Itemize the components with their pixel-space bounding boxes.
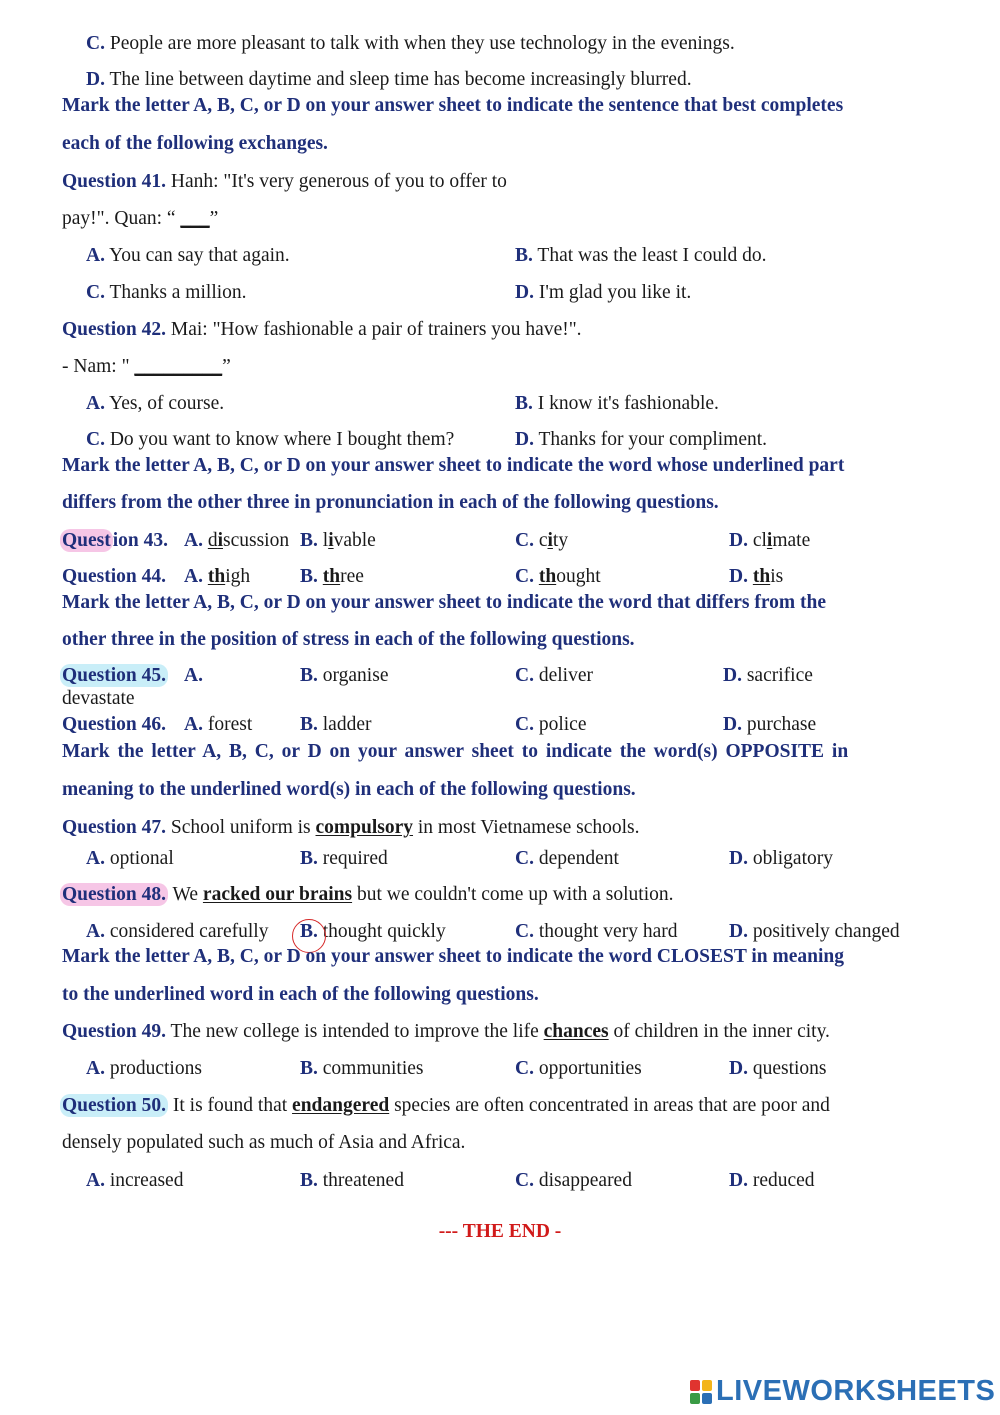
question-42: Question 42. Mai: "How fashionable a pair of trainers you have!". [62, 319, 582, 340]
question-46: Question 46. [62, 714, 167, 735]
q42-option-d[interactable]: D. Thanks for your compliment. [515, 429, 768, 450]
q48-option-c[interactable]: C. thought very hard [515, 921, 678, 942]
q45-option-d[interactable]: D. sacrifice [723, 665, 813, 686]
highlight: Question 45. [62, 665, 167, 686]
logo-tile [690, 1393, 700, 1404]
question-49: Question 49. The new college is intended to improve the life chances of children in the inner city. [62, 1021, 830, 1042]
brand-name: LIVEWORKSHEETS [716, 1375, 996, 1407]
q46-option-d[interactable]: D. purchase [723, 714, 817, 735]
question-41: Question 41. Hanh: "It's very generous of you to offer to [62, 171, 507, 192]
prev-option-d: D. The line between daytime and sleep time has become increasingly blurred. [86, 69, 692, 90]
q48-option-a[interactable]: A. considered carefully [86, 921, 269, 942]
logo-tile [690, 1380, 700, 1391]
section-instruction-pronunciation-2: differs from the other three in pronunciation in each of the following questions. [62, 492, 719, 513]
question-47: Question 47. School uniform is compulsory in most Vietnamese schools. [62, 817, 640, 838]
q44-option-c[interactable]: C. thought [515, 566, 601, 587]
q50-option-b[interactable]: B. threatened [300, 1170, 404, 1191]
q44-option-a[interactable]: A. thigh [184, 566, 251, 587]
q45-option-c[interactable]: C. deliver [515, 665, 593, 686]
section-instruction-closest-2: to the underlined word in each of the following questions. [62, 984, 539, 1005]
liveworksheets-logo[interactable] [690, 1375, 995, 1408]
q46-option-b[interactable]: B. ladder [300, 714, 372, 735]
section-instruction-closest: Mark the letter A, B, C, or D on your answer sheet to indicate the word CLOSEST in meaning [62, 946, 844, 967]
question-48: Question 48. We racked our brains but we couldn't come up with a solution. [62, 884, 674, 905]
q47-option-a[interactable]: A. optional [86, 848, 174, 869]
q43-option-a[interactable]: A. discussion [184, 530, 290, 551]
q46-option-c[interactable]: C. police [515, 714, 587, 735]
q47-option-b[interactable]: B. required [300, 848, 388, 869]
q50-option-c[interactable]: C. disappeared [515, 1170, 632, 1191]
q43-option-d[interactable]: D. climate [729, 530, 811, 551]
question-50: Question 50. It is found that endangered species are often concentrated in areas that are poor and [62, 1095, 830, 1116]
section-instruction-pronunciation: Mark the letter A, B, C, or D on your answer sheet to indicate the word whose underlined part [62, 455, 845, 476]
q41-option-d[interactable]: D. I'm glad you like it. [515, 282, 692, 303]
q45-option-b[interactable]: B. organise [300, 665, 389, 686]
q42-option-b[interactable]: B. I know it's fashionable. [515, 393, 719, 414]
q49-option-b[interactable]: B. communities [300, 1058, 424, 1079]
q49-option-a[interactable]: A. productions [86, 1058, 202, 1079]
answer-blank[interactable]: ___ [180, 208, 210, 229]
q47-option-c[interactable]: C. dependent [515, 848, 619, 869]
highlight: Quest [62, 530, 111, 551]
q48-option-d[interactable]: D. positively changed [729, 921, 900, 942]
section-instruction-exchanges: Mark the letter A, B, C, or D on your answer sheet to indicate the sentence that best completes [62, 95, 844, 116]
question-43: Quest ion 43. [62, 530, 169, 551]
q46-option-a[interactable]: A. forest [184, 714, 253, 735]
q41-option-a[interactable]: A. You can say that again. [86, 245, 290, 266]
the-end-label: --- THE END - [438, 1221, 562, 1242]
question-41-line2: pay!". Quan: “ ___” [62, 208, 219, 229]
section-instruction-opposite-2: meaning to the underlined word(s) in each of the following questions. [62, 779, 636, 800]
q43-option-c[interactable]: C. city [515, 530, 569, 551]
prev-option-c: C. People are more pleasant to talk with when they use technology in the evenings. [86, 33, 735, 54]
q44-option-b[interactable]: B. three [300, 566, 364, 587]
question-50-line2: densely populated such as much of Asia and Africa. [62, 1132, 466, 1153]
answer-blank[interactable]: _________ [134, 356, 223, 377]
highlight: Question 50. [62, 1095, 167, 1116]
question-42-line2: - Nam: " _________” [62, 356, 231, 377]
q41-option-c[interactable]: C. Thanks a million. [86, 282, 247, 303]
section-instruction-opposite: Mark the letter A, B, C, or D on your answer sheet to indicate the word(s) OPPOSITE in [62, 741, 849, 762]
q43-option-b[interactable]: B. livable [300, 530, 376, 551]
q48-option-b[interactable]: B. thought quickly [300, 921, 446, 942]
section-instruction-exchanges-2: each of the following exchanges. [62, 133, 328, 154]
section-instruction-stress: Mark the letter A, B, C, or D on your answer sheet to indicate the word that differs from the [62, 592, 827, 613]
logo-tile [702, 1380, 712, 1391]
q47-option-d[interactable]: D. obligatory [729, 848, 833, 869]
q49-option-c[interactable]: C. opportunities [515, 1058, 642, 1079]
q45-option-a-text[interactable]: devastate [62, 688, 135, 709]
question-44: Question 44. [62, 566, 167, 587]
q49-option-d[interactable]: D. questions [729, 1058, 827, 1079]
highlight: Question 48. [62, 884, 167, 905]
logo-tile [702, 1393, 712, 1404]
section-instruction-stress-2: other three in the position of stress in each of the following questions. [62, 629, 635, 650]
q50-option-a[interactable]: A. increased [86, 1170, 184, 1191]
q41-option-b[interactable]: B. That was the least I could do. [515, 245, 767, 266]
q45-option-a-letter[interactable]: A. [184, 665, 203, 686]
q42-option-a[interactable]: A. Yes, of course. [86, 393, 225, 414]
q44-option-d[interactable]: D. this [729, 566, 784, 587]
q50-option-d[interactable]: D. reduced [729, 1170, 815, 1191]
q42-option-c[interactable]: C. Do you want to know where I bought them? [86, 429, 455, 450]
question-45 [62, 666, 168, 686]
liveworksheets-icon [690, 1380, 712, 1404]
